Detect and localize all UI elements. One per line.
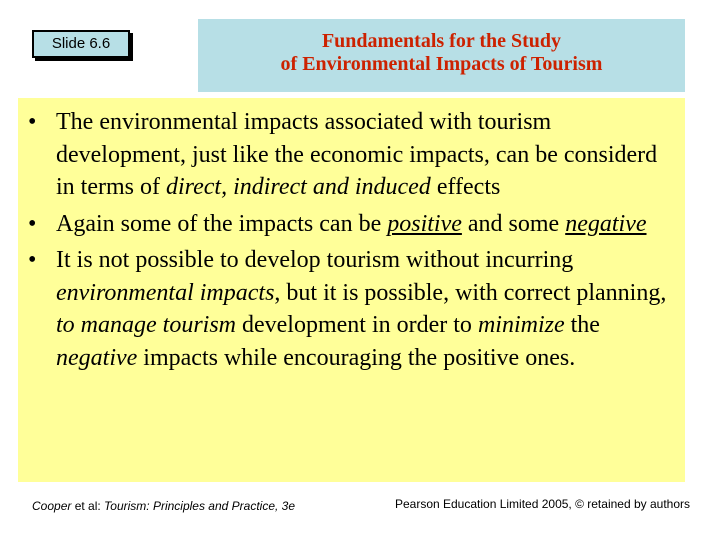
bullet-dot-icon: •: [28, 210, 37, 237]
bullet-item-3: [28, 244, 677, 374]
footer-author: Cooper: [32, 499, 72, 513]
bullet-2-negative: negative: [565, 210, 647, 237]
footer-copyright: Pearson Education Limited 2005, © retained by authors: [394, 497, 690, 511]
bullet-2-positive: positive: [387, 210, 462, 237]
bullet-3-italic-negative: negative: [56, 344, 138, 371]
content-area: [18, 98, 685, 482]
slide-title-line-2: of Environmental Impacts of Tourism: [280, 53, 603, 75]
slide-title-line-1: Fundamentals for the Study: [321, 30, 562, 52]
bullet-3-italic-minimize: minimize: [477, 312, 565, 338]
bullet-list: [18, 98, 685, 374]
bullet-item-2: [28, 208, 677, 241]
bullet-2-text-mid: and some: [461, 210, 566, 237]
bullet-3-text: It is not possible to develop tourism without incurring: [56, 247, 574, 273]
footer-citation: [32, 499, 295, 513]
slide-title-box: [198, 19, 685, 92]
footer-book-title: Tourism: Principles and Practice, 3e: [104, 499, 296, 513]
bullet-dot-icon: •: [28, 247, 37, 273]
bullet-1-text-end: effects: [430, 174, 501, 200]
bullet-1-text: The environmental impacts associated with tourism development, just like the economic impacts, can be considerd in terms of: [56, 109, 658, 200]
slide-number-badge: Slide 6.6: [32, 30, 130, 58]
bullet-3-text-5: impacts while encouraging the positive ones.: [137, 344, 576, 371]
bullet-2-text: Again some of the impacts can be: [56, 210, 388, 237]
bullet-1-italic-effects: direct, indirect and induced: [165, 174, 431, 200]
bullet-3-italic-manage: to manage tourism: [56, 312, 236, 338]
bullet-item-1: [28, 106, 677, 204]
bullet-3-italic-environmental: environmental impacts: [56, 279, 275, 306]
bullet-3-text-4: the: [564, 312, 600, 338]
bullet-3-text-2: , but it is possible, with correct planning,: [274, 279, 667, 306]
footer-etal: et al:: [71, 499, 105, 513]
bullet-dot-icon: •: [28, 109, 37, 135]
bullet-3-text-3: development in order to: [236, 312, 478, 338]
